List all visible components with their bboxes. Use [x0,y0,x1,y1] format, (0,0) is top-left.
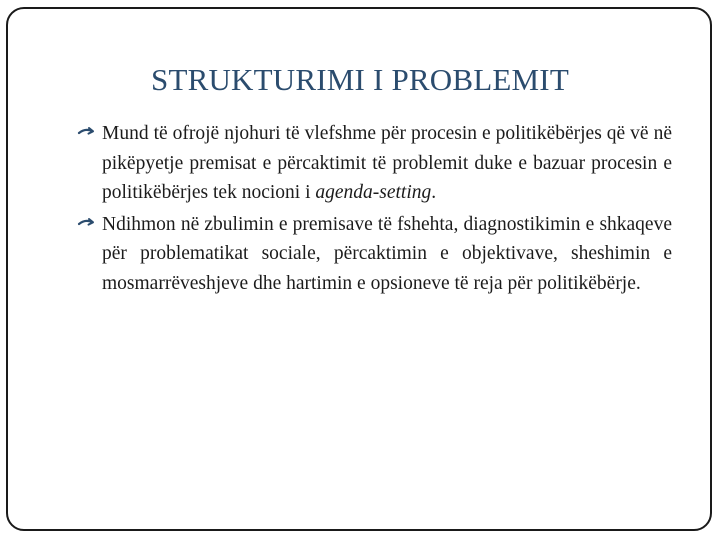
curved-arrow-bullet-icon [76,210,98,239]
curved-arrow-bullet-icon [76,119,98,148]
bullet-1-text: Mund të ofrojë njohuri të vlefshme për procesin e politikëbërjes që vë në pikëpyetje premisat e përcaktimit të problemit duke e bazuar procesin e politikëbërjes tek nocioni i [102,123,672,203]
bullet-1-text-end: . [431,182,437,203]
slide-title: STRUKTURIMI I PROBLEMIT [151,62,569,97]
slide-body [80,119,672,300]
bullet-item-2 [80,210,672,299]
bullet-1-emphasis: agenda-setting [315,182,432,203]
bullet-2-text: Ndihmon në zbulimin e premisave të fshehta, diagnostikimin e shkaqeve për problematikat sociale, përcaktimin e objektivave, sheshimin e mosmarrëveshjeve dhe hartimin e opsioneve të reja për politikëbërje. [102,213,672,294]
bullet-item-1 [80,119,672,208]
